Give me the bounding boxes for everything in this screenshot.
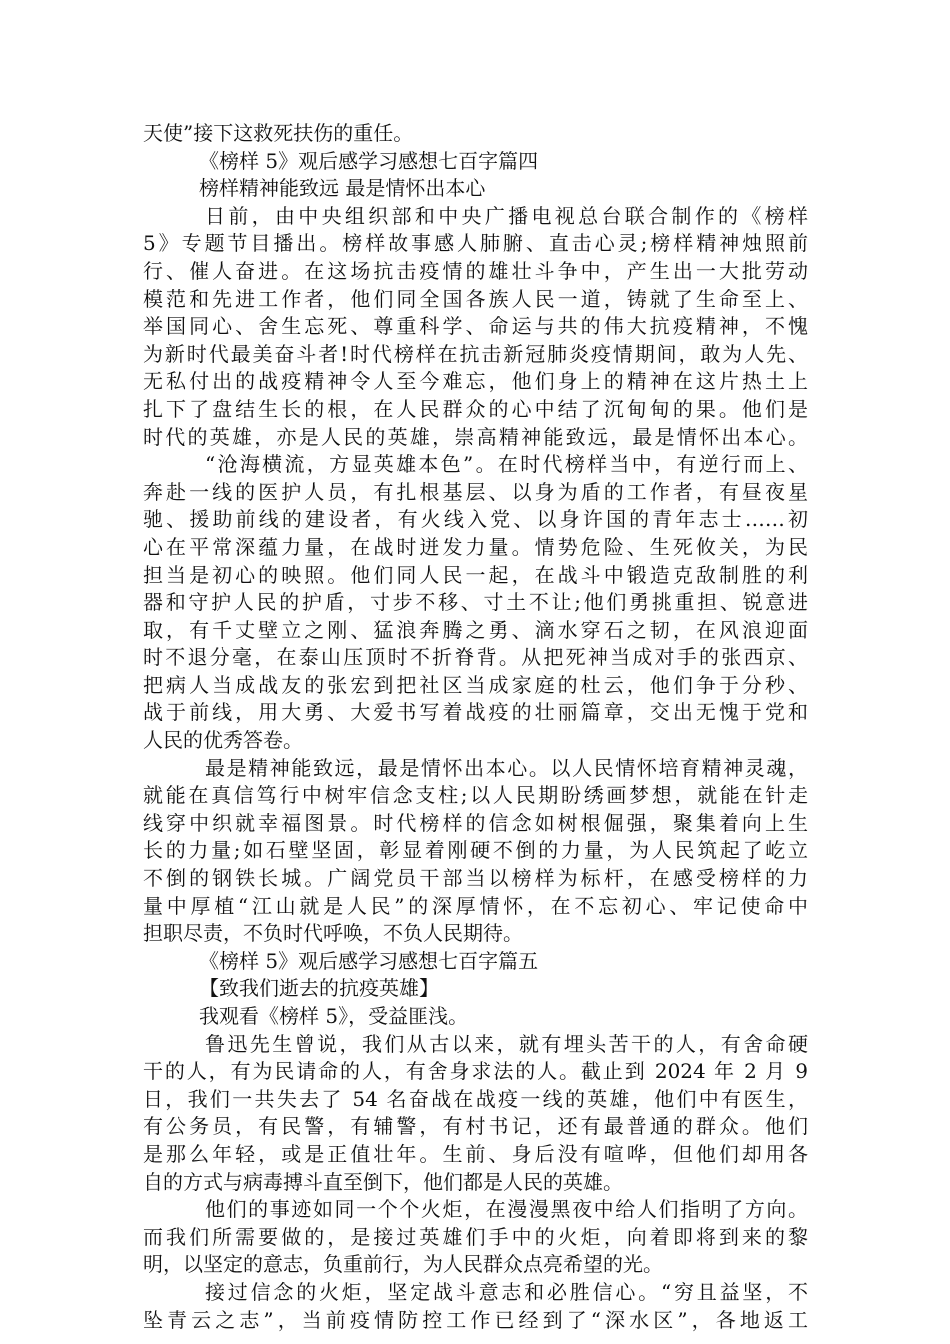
article-title: 榜样精神能致远 最是情怀出本心 bbox=[199, 176, 486, 201]
text-line: 5》专题节目播出。榜样故事感人肺腑、直击心灵;榜样精神烛照前 bbox=[143, 231, 808, 256]
text-line: 战于前线，用大勇、大爱书写着战疫的壮丽篇章，交出无愧于党和 bbox=[143, 700, 808, 725]
document-body bbox=[143, 120, 808, 1334]
text-line: 器和守护人民的护盾，寸步不移、寸土不让;他们勇挑重担、锐意进 bbox=[143, 590, 808, 615]
text-line: 举国同心、舍生忘死、尊重科学、命运与共的伟大抗疫精神，不愧 bbox=[143, 314, 808, 339]
paragraph-first-line: 我观看《榜样 5》，受益匪浅。 bbox=[199, 1004, 469, 1028]
text-line: 把病人当成战友的张宏到把社区当成家庭的杜云，他们争于分秒、 bbox=[143, 672, 808, 697]
paragraph-first-line: 鲁迅先生曾说，我们从古以来，就有埋头苦干的人，有舍命硬 bbox=[205, 1031, 808, 1056]
section-heading: 《榜样 5》观后感学习感想七百字篇四 bbox=[199, 148, 539, 173]
text-line: 坠青云之志”，当前疫情防控工作已经到了“深水区”，各地返工 bbox=[143, 1307, 808, 1332]
text-line: 有公务员，有民警，有辅警，有村书记，还有最普通的群众。他们 bbox=[143, 1114, 808, 1139]
text-line: 日，我们一共失去了 54 名奋战在战疫一线的英雄，他们中有医生， bbox=[143, 1086, 808, 1111]
text-line: 心在平常深蕴力量，在战时迸发力量。情势危险、生死攸关，为民 bbox=[143, 534, 808, 559]
text-line: 就能在真信笃行中树牢信念支柱;以人民期盼绣画梦想，就能在针走 bbox=[143, 783, 808, 808]
paragraph-first-line: “沧海横流，方显英雄本色”。在时代榜样当中，有逆行而上、 bbox=[205, 452, 808, 477]
text-line: 担职尽责，不负时代呼唤，不负人民期待。 bbox=[143, 921, 523, 946]
paragraph-first-line: 接过信念的火炬，坚定战斗意志和必胜信心。“穷且益坚，不 bbox=[205, 1279, 808, 1304]
text-line: 扎下了盘结生长的根，在人民群众的心中结了沉甸甸的果。他们是 bbox=[143, 396, 808, 421]
text-line: 为新时代最美奋斗者!时代榜样在抗击新冠肺炎疫情期间，敢为人先、 bbox=[143, 341, 808, 366]
text-line: 量中厚植“江山就是人民”的深厚情怀，在不忘初心、牢记使命中 bbox=[143, 893, 808, 918]
text-line: 奔赴一线的医护人员，有扎根基层、以身为盾的工作者，有昼夜星 bbox=[143, 479, 808, 504]
paragraph-first-line: 他们的事迹如同一个个火炬，在漫漫黑夜中给人们指明了方向。 bbox=[205, 1197, 808, 1222]
article-title: 【致我们逝去的抗疫英雄】 bbox=[199, 976, 439, 1001]
text-line: 时不退分毫，在泰山压顶时不折脊背。从把死神当成对手的张西京、 bbox=[143, 645, 808, 670]
paragraph-first-line: 最是精神能致远，最是情怀出本心。以人民情怀培育精神灵魂， bbox=[205, 755, 808, 780]
text-line: 自的方式与病毒搏斗直至倒下，他们都是人民的英雄。 bbox=[143, 1169, 623, 1194]
text-line: 不倒的钢铁长城。广阔党员干部当以榜样为标杆，在感受榜样的力 bbox=[143, 866, 808, 891]
text-line: 天使”接下这救死扶伤的重任。 bbox=[143, 121, 414, 145]
paragraph-first-line: 日前，由中央组织部和中央广播电视总台联合制作的《榜样 bbox=[205, 203, 808, 228]
text-line: 取，有千丈壁立之刚、猛浪奔腾之勇、滴水穿石之韧，在风浪迎面 bbox=[143, 617, 808, 642]
text-line: 模范和先进工作者，他们同全国各族人民一道，铸就了生命至上、 bbox=[143, 286, 808, 311]
text-line: 无私付出的战疫精神令人至今难忘，他们身上的精神在这片热土上 bbox=[143, 369, 808, 394]
text-line: 人民的优秀答卷。 bbox=[143, 728, 303, 753]
text-line: 明，以坚定的意志，负重前行，为人民群众点亮希望的光。 bbox=[143, 1252, 663, 1277]
text-line: 行、催人奋进。在这场抗击疫情的雄壮斗争中，产生出一大批劳动 bbox=[143, 258, 808, 283]
text-line: 担当是初心的映照。他们同人民一起，在战斗中锻造克敌制胜的利 bbox=[143, 562, 808, 587]
text-line: 而我们所需要做的，是接过英雄们手中的火炬，向着即将到来的黎 bbox=[143, 1224, 808, 1249]
section-heading: 《榜样 5》观后感学习感想七百字篇五 bbox=[199, 948, 539, 973]
text-line: 干的人，有为民请命的人，有舍身求法的人。截止到 2024 年 2 月 9 bbox=[143, 1059, 808, 1084]
text-line: 时代的英雄，亦是人民的英雄，崇高精神能致远，最是情怀出本心。 bbox=[143, 424, 808, 449]
text-line: 驰、援助前线的建设者，有火线入党、以身许国的青年志士……初 bbox=[143, 507, 808, 532]
text-line: 线穿中织就幸福图景。时代榜样的信念如树根倔强，聚集着向上生 bbox=[143, 810, 808, 835]
text-line: 是那么年轻，或是正值壮年。生前、身后没有喧哗，但他们却用各 bbox=[143, 1141, 808, 1166]
text-line: 长的力量;如石壁坚固，彰显着刚硬不倒的力量，为人民筑起了屹立 bbox=[143, 838, 808, 863]
